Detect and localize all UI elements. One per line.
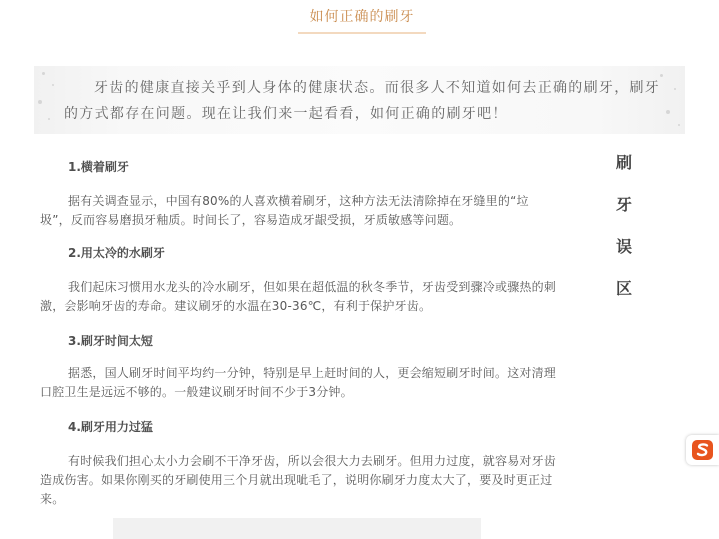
section-paragraph: 据悉，国人刷牙时间平均约一分钟，特别是早上赶时间的人，更会缩短刷牙时间。这对清理口腔卫生是远远不够的。一般建议刷牙时间不少于3分钟。 (40, 366, 557, 399)
section-heading: 3.刷牙时间太短 (68, 334, 153, 348)
decorative-dot (666, 110, 670, 114)
side-title-char: 刷 (615, 153, 632, 172)
sogou-floating-button[interactable] (686, 435, 719, 465)
page-header (298, 0, 426, 34)
sogou-s-icon (686, 435, 719, 465)
decorative-dot (42, 72, 45, 75)
decorative-dot (52, 84, 54, 86)
decorative-dot (678, 124, 680, 126)
intro-paragraph: 牙齿的健康直接关乎到人身体的健康状态。而很多人不知道如何去正确的刷牙，刷牙的方式都存在问题。现在让我们来一起看看，如何正确的刷牙吧！ (64, 80, 661, 122)
section-heading: 4.刷牙用力过猛 (68, 420, 153, 434)
section-heading: 2.用太冷的水刷牙 (68, 246, 165, 260)
decorative-dot (674, 88, 676, 90)
page-title: 如何正确的刷牙 (309, 9, 415, 25)
decorative-dot (38, 100, 42, 104)
side-title-char: 牙 (615, 195, 632, 214)
section-paragraph: 有时候我们担心太小力会刷不干净牙齿，所以会很大力去刷牙。但用力过度，就容易对牙齿造成伤害。如果你刚买的牙刷使用三个月就出现呲毛了，说明你刷牙力度太大了，要及时更正过来。 (40, 454, 557, 506)
section-paragraph: 据有关调查显示，中国有80%的人喜欢横着刷牙，这种方法无法清除掉在牙缝里的“垃圾”，反而容易磨损牙釉质。时间长了，容易造成牙龈受损，牙质敏感等问题。 (40, 194, 529, 227)
intro-panel (34, 66, 685, 134)
decorative-dot (48, 118, 50, 120)
section-paragraph: 我们起床习惯用水龙头的冷水刷牙，但如果在超低温的秋冬季节，牙齿受到骤冷或骤热的刺激，会影响牙齿的寿命。建议刷牙的水温在30-36℃，有利于保护牙齿。 (40, 280, 557, 313)
bottom-image-placeholder (113, 518, 481, 539)
side-title-char: 区 (615, 279, 632, 298)
side-title-char: 误 (615, 237, 632, 256)
section-heading: 1.横着刷牙 (68, 160, 129, 174)
